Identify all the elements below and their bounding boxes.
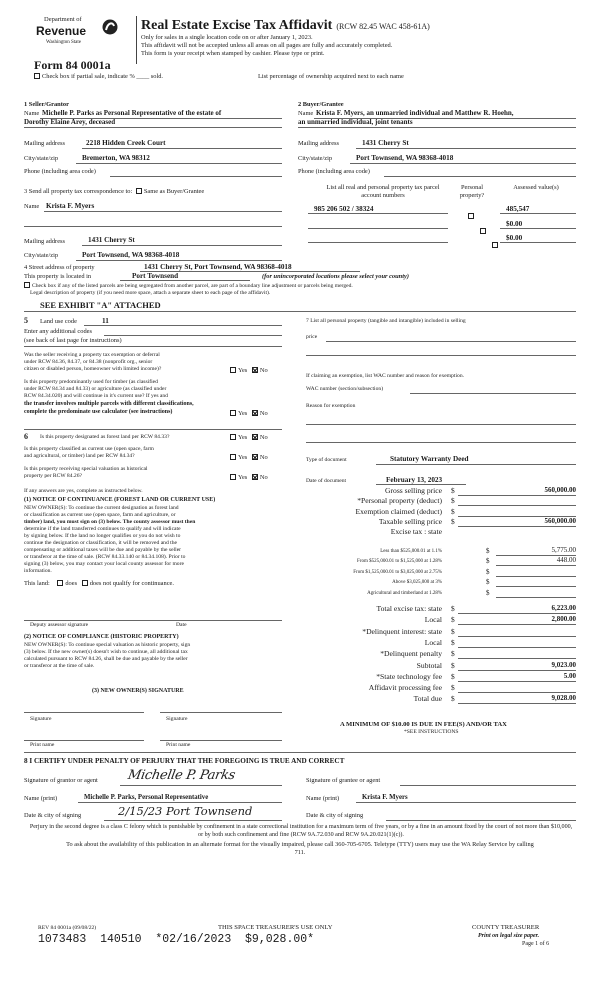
certify-heading: 8 I CERTIFY UNDER PENALTY OF PERJURY THAT THE FOREGOING IS TRUE AND CORRECT bbox=[24, 757, 345, 765]
segregated-label: Check box if any of the listed parcels are being segregated from another parcel, are part of a boundary line adjustment or parcels being merged. bbox=[32, 283, 353, 289]
header-note-3: This form is your receipt when stamped by cashier. Please type or print. bbox=[141, 50, 325, 57]
form-number: Form 84 0001a bbox=[34, 58, 111, 72]
total-row-label: *Delinquent penalty bbox=[380, 649, 442, 659]
form-title bbox=[141, 16, 430, 34]
doc-type-label: Type of document bbox=[306, 457, 347, 463]
yes-label: Yes bbox=[238, 474, 248, 481]
same-as-buyer-label: Same as Buyer/Grantee bbox=[143, 188, 205, 195]
assessed-value-3[interactable]: $0.00 bbox=[506, 234, 523, 242]
notice1-title: (1) NOTICE OF CONTINUANCE (FOREST LAND OR CURRENT USE) bbox=[24, 497, 216, 503]
notice1-line: NEW OWNER(S): To continue the current designation as forest land bbox=[24, 505, 179, 511]
section3-name-value[interactable]: Krista F. Myers bbox=[46, 202, 95, 210]
new-owner-signature-title: (3) NEW OWNER(S) SIGNATURE bbox=[92, 688, 184, 694]
total-row-label: Total excise tax: state bbox=[376, 604, 442, 613]
q1-yes-checkbox[interactable] bbox=[230, 367, 236, 373]
owner-print-name-2: Print name bbox=[166, 742, 191, 748]
logo-state-line: Washington State bbox=[46, 40, 82, 45]
perjury-notice: Perjury in the second degree is a class C felony which is punishable by confinement in a state correctional institution for a maximum term of five years, or by a fine in an amount fixed by the court of not more than $10,000, or by both such confinement and fine (RCW 9A.72.030 and RCW 9A.20.021(1)(c)). bbox=[29, 824, 573, 838]
q2-yes-checkbox[interactable] bbox=[230, 410, 236, 416]
s6-q1-no-checkbox[interactable] bbox=[252, 434, 258, 440]
q1-yes-no bbox=[230, 367, 268, 375]
total-row-amount[interactable]: 6,223.00 bbox=[551, 604, 576, 612]
deputy-signature-label: Deputy assessor signature bbox=[30, 622, 89, 628]
seller-phone-label: Phone (including area code) bbox=[24, 168, 96, 175]
wac-label: WAC number (section/subsection) bbox=[306, 386, 384, 392]
does-not-label: does not qualify for continuance. bbox=[89, 580, 174, 587]
parcels-col2-header: Personal property? bbox=[459, 184, 485, 199]
see-back-label: (see back of last page for instructions) bbox=[24, 337, 122, 344]
notice2-line: calculated pursuant to RCW 84.26, shall be due and payable by the seller bbox=[24, 656, 188, 662]
grantor-date-label: Date & city of signing bbox=[24, 812, 82, 819]
header-note-1: Only for sales in a single location code on or after January 1, 2023. bbox=[141, 34, 313, 41]
bracket-amount[interactable]: 5,775.00 bbox=[551, 546, 576, 554]
buyer-mailing-value[interactable]: 1431 Cherry St bbox=[362, 139, 409, 147]
section3-name-label: Name bbox=[24, 203, 40, 210]
dollar-sign: $ bbox=[451, 649, 455, 659]
yes-label: Yes bbox=[238, 434, 248, 441]
notice1-line: continue the designation or classification, it will be removed and the bbox=[24, 540, 178, 546]
seller-name-label: Name bbox=[24, 110, 40, 117]
dollar-sign: $ bbox=[451, 506, 455, 516]
seller-name-line-2[interactable]: Dorothy Elaine Arey, deceased bbox=[24, 118, 116, 126]
q2-yes-no bbox=[230, 410, 268, 418]
personal-property-checkbox-2[interactable] bbox=[480, 228, 486, 234]
total-row-amount[interactable]: 5.00 bbox=[563, 671, 576, 680]
if-yes-note: If any answers are yes, complete as instructed below. bbox=[24, 488, 143, 494]
dollar-sign: $ bbox=[451, 496, 455, 506]
s6-q3-no-checkbox[interactable] bbox=[252, 474, 258, 480]
grantor-name-value[interactable]: Michelle P. Parks, Personal Representative bbox=[84, 794, 209, 801]
revision-label: REV 84 0001a (09/08/22) bbox=[38, 925, 97, 931]
section6-number: 6 bbox=[24, 432, 28, 441]
buyer-mailing-label: Mailing address bbox=[298, 140, 339, 147]
dollar-sign: $ bbox=[451, 486, 455, 495]
deputy-date-label: Date bbox=[176, 622, 187, 628]
s7-text-line1: 7 List all personal property (tangible and intangible) included in selling bbox=[306, 318, 466, 324]
total-row-label: *Delinquent interest: state bbox=[362, 626, 442, 636]
exemption-claim-label: If claiming an exemption, list WAC number and reason for exemption. bbox=[306, 373, 465, 379]
section3-city-label: City/state/zip bbox=[24, 252, 59, 259]
dollar-sign: $ bbox=[486, 588, 490, 597]
yes-label: Yes bbox=[238, 410, 248, 417]
bracket-amount[interactable]: 448.00 bbox=[556, 556, 576, 565]
total-row-label: Total due bbox=[413, 694, 442, 704]
grantee-signature-label: Signature of grantee or agent bbox=[306, 777, 381, 784]
segregated-checkbox[interactable] bbox=[24, 282, 30, 288]
grantor-signature-label: Signature of grantor or agent bbox=[24, 777, 98, 784]
page-number: Page 1 of 6 bbox=[522, 941, 550, 947]
seller-city-label: City/state/zip bbox=[24, 155, 59, 162]
dollar-sign: $ bbox=[451, 694, 455, 704]
county-treasurer-label: COUNTY TREASURER bbox=[472, 924, 540, 931]
s6-q1: Is this property designated as forest land per RCW 84.33? bbox=[40, 434, 170, 440]
legal-paper-note: Print on legal size paper. bbox=[478, 933, 540, 939]
s6-q2-line1: Is this property classified as current use (open space, farm bbox=[24, 446, 154, 452]
notice1-line: timber) land, you must sign on (3) below. The county assessor must then bbox=[24, 519, 196, 525]
owner-print-name-1: Print name bbox=[30, 742, 55, 748]
tax-row-label: Gross selling price bbox=[385, 486, 442, 495]
exhibit-text: SEE EXHIBIT "A" ATTACHED bbox=[40, 300, 161, 310]
bracket-label: Above $3,025,000 at 3% bbox=[392, 580, 442, 586]
s6-q3-yes-no bbox=[230, 474, 268, 482]
tax-row-amount[interactable]: 560,000.00 bbox=[544, 516, 576, 525]
s6-q2-yes-no bbox=[230, 454, 268, 462]
title-cite: (RCW 82.45 WAC 458-61A) bbox=[336, 22, 430, 31]
q2-line2: under RCW 84.34 and 84.33) or agriculture (as classified under bbox=[24, 386, 167, 392]
tax-row-label: Taxable selling price bbox=[378, 516, 442, 526]
buyer-phone-label: Phone (including area code) bbox=[298, 168, 370, 175]
dollar-sign: $ bbox=[451, 626, 455, 636]
s6-q2-line2: and agricultural, or timber) land per RCW 84.34? bbox=[24, 453, 135, 459]
notice1-text bbox=[24, 505, 282, 575]
land-use-value[interactable]: 11 bbox=[102, 317, 109, 325]
minimum-due-note: A MINIMUM OF $10.00 IS DUE IN FEE(S) AND/OR TAX bbox=[340, 721, 507, 728]
grantor-date-value[interactable]: 2/15/23 Port Townsend bbox=[118, 804, 253, 818]
dollar-sign: $ bbox=[486, 578, 490, 587]
s6-q1-yes-checkbox[interactable] bbox=[230, 434, 236, 440]
notice2-line: or transferor at the time of sale. bbox=[24, 663, 95, 669]
revenue-logo bbox=[30, 14, 130, 54]
q2-no-checkbox[interactable] bbox=[252, 410, 258, 416]
buyer-name-label: Name bbox=[298, 110, 314, 117]
s7-text-line2: price bbox=[306, 334, 318, 340]
dollar-sign: $ bbox=[486, 567, 490, 576]
seller-city-value[interactable]: Bremerton, WA 98312 bbox=[82, 154, 150, 162]
ownership-note: List percentage of ownership acquired next to each name bbox=[258, 73, 404, 80]
q1-no-checkbox[interactable] bbox=[252, 367, 258, 373]
s6-q3-line2: property per RCW 84.26? bbox=[24, 473, 82, 479]
notice1-line: or transferor at the time of sale. (RCW 84.33.140 or 84.34.108). Prior to bbox=[24, 554, 186, 560]
section3-mailing-value[interactable]: 1431 Cherry St bbox=[88, 236, 135, 244]
tax-row-label: Exemption claimed (deduct) bbox=[355, 506, 442, 516]
s6-q2-no-checkbox[interactable] bbox=[252, 454, 258, 460]
this-land-label: This land: bbox=[24, 580, 50, 587]
total-row-label: Affidavit processing fee bbox=[368, 683, 442, 693]
s6-q3-line1: Is this property receiving special valuation as historical bbox=[24, 466, 148, 472]
seller-mailing-label: Mailing address bbox=[24, 140, 65, 147]
s6-q3-yes-checkbox[interactable] bbox=[230, 474, 236, 480]
total-row-label: Local bbox=[424, 615, 442, 625]
dollar-sign: $ bbox=[451, 615, 455, 625]
notice1-line: or classification as current use (open space, farm and agriculture, or bbox=[24, 512, 176, 518]
treasurer-space-label: THIS SPACE TREASURER'S USE ONLY bbox=[218, 924, 333, 931]
no-label: No bbox=[259, 474, 268, 481]
bracket-label: Agricultural and timberland at 1.28% bbox=[367, 590, 442, 596]
personal-property-checkbox-3[interactable] bbox=[492, 242, 498, 248]
checkbox-icon bbox=[34, 73, 40, 79]
alternate-format-notice: To ask about the availability of this publication in an alternate format for the visually impaired, please call 360-705-6705. Teletype (TTY) users may use the WA Relay Service by calling 711. bbox=[66, 841, 534, 857]
header-note-2: This affidavit will not be accepted unless all areas on all pages are fully and accurately completed. bbox=[141, 42, 393, 49]
does-not-checkbox[interactable] bbox=[82, 580, 88, 586]
buyer-name-line-2[interactable]: an unmarried individual, joint tenants bbox=[298, 118, 413, 126]
section3-city-value[interactable]: Port Townsend, WA 98368-4018 bbox=[82, 251, 180, 259]
notice2-line: NEW OWNER(S): To continue special valuation as historic property, sign bbox=[24, 642, 191, 648]
parcels-col3-header: Assessed value(s) bbox=[513, 184, 559, 191]
same-as-buyer-checkbox[interactable] bbox=[136, 188, 142, 194]
partial-sale-checkbox[interactable] bbox=[34, 73, 163, 81]
notice1-line: information. bbox=[24, 568, 52, 574]
total-row-amount[interactable]: 9,028.00 bbox=[551, 694, 576, 703]
revenue-logo-icon bbox=[102, 19, 118, 35]
logo-dept-line: Department of bbox=[44, 16, 82, 23]
yes-label: Yes bbox=[238, 454, 248, 461]
buyer-city-value[interactable]: Port Townsend, WA 98368-4018 bbox=[356, 154, 454, 162]
reason-label: Reason for exemption bbox=[306, 403, 356, 409]
street-value[interactable]: 1431 Cherry St, Port Townsend, WA 98368-4018 bbox=[144, 263, 292, 271]
notice2-title: (2) NOTICE OF COMPLIANCE (HISTORIC PROPERTY) bbox=[24, 634, 179, 640]
additional-codes-label: Enter any additional codes bbox=[24, 328, 92, 335]
doc-type-value[interactable]: Statutory Warranty Deed bbox=[390, 455, 469, 463]
parcel-number-1[interactable]: 985 206 502 / 38324 bbox=[314, 205, 374, 213]
q2-line1: Is this property predominantly used for timber (as classified bbox=[24, 379, 158, 385]
legal-description-label: Legal description of property (if you need more space, attach a separate sheet to each page of the affidavit). bbox=[30, 290, 271, 296]
doc-date-label: Date of document bbox=[306, 478, 347, 484]
dollar-sign: $ bbox=[451, 671, 455, 681]
s6-q1-yes-no bbox=[230, 434, 268, 442]
total-row-label: Local bbox=[424, 637, 442, 647]
dollar-sign: $ bbox=[486, 547, 490, 555]
yes-label: Yes bbox=[238, 367, 248, 374]
dollar-sign: $ bbox=[451, 660, 455, 670]
seller-name-line-1[interactable]: Michelle P. Parks as Personal Representative of the estate of bbox=[42, 109, 222, 117]
q1-line1: Was the seller receiving a property tax exemption or deferral bbox=[24, 352, 160, 358]
dollar-sign: $ bbox=[451, 683, 455, 693]
land-use-label: Land use code bbox=[40, 318, 77, 325]
located-label: This property is located in bbox=[24, 273, 92, 280]
buyer-city-label: City/state/zip bbox=[298, 155, 333, 162]
title-text: Real Estate Excise Tax Affidavit bbox=[141, 18, 333, 33]
assessed-value-2[interactable]: $0.00 bbox=[506, 220, 523, 228]
personal-property-checkbox-1[interactable] bbox=[468, 213, 474, 219]
no-label: No bbox=[259, 434, 268, 441]
grantee-name-label: Name (print) bbox=[306, 795, 340, 802]
section3-mailing-label: Mailing address bbox=[24, 238, 65, 245]
seller-heading: 1 Seller/Grantor bbox=[24, 101, 69, 108]
total-row-amount[interactable]: 2,800.00 bbox=[551, 615, 576, 624]
owner-signature-label-1: Signature bbox=[30, 716, 52, 722]
dollar-sign: $ bbox=[486, 557, 490, 566]
no-label: No bbox=[259, 410, 268, 417]
logo-revenue-text: Revenue bbox=[36, 24, 87, 38]
total-row-label: *State technology fee bbox=[376, 671, 442, 681]
tax-row-label: Excise tax : state bbox=[390, 527, 442, 537]
section5-number: 5 bbox=[24, 316, 28, 325]
section3-heading: 3 Send all property tax correspondence to: bbox=[24, 188, 133, 195]
unincorporated-note: (for unincorporated locations please select your county) bbox=[262, 273, 409, 280]
buyer-heading: 2 Buyer/Grantee bbox=[298, 101, 344, 108]
located-value[interactable]: Port Townsend bbox=[132, 272, 179, 280]
notice1-line: determine if the land transferred continues to qualify and will indicate bbox=[24, 526, 181, 532]
tax-row-label: *Personal property (deduct) bbox=[357, 496, 442, 506]
dollar-sign: $ bbox=[451, 604, 455, 613]
does-label: does bbox=[65, 580, 78, 587]
cashier-stamp: 1073483 140510 *02/16/2023 $9,028.00* bbox=[38, 933, 315, 946]
this-land-row bbox=[24, 580, 174, 588]
q2-line5: complete the predominate use calculator (see instructions) bbox=[24, 409, 173, 415]
parcels-col1-header: List all real and personal property tax parcel account numbers bbox=[326, 184, 440, 199]
doc-date-value[interactable]: February 13, 2023 bbox=[386, 476, 443, 484]
owner-signature-label-2: Signature bbox=[166, 716, 188, 722]
grantor-name-label: Name (print) bbox=[24, 795, 58, 802]
dollar-sign: $ bbox=[451, 637, 455, 647]
no-label: No bbox=[259, 454, 268, 461]
notice1-line: signing (3) below, you may contact your local county assessor for more bbox=[24, 561, 184, 567]
grantee-date-label: Date & city of signing bbox=[306, 812, 364, 819]
grantor-signature: Michelle P. Parks bbox=[126, 768, 237, 783]
notice1-line: compensating or additional taxes will be due and payable by the seller bbox=[24, 547, 182, 553]
dollar-sign: $ bbox=[451, 516, 455, 526]
segregated-row bbox=[24, 282, 353, 290]
q1-line2: under RCW 84.36, 84.37, or 84.38 (nonprofit org., senior bbox=[24, 359, 153, 365]
bracket-label: From $525,000.01 to $1,525,000 at 1.28% bbox=[357, 559, 442, 565]
see-instructions: *SEE INSTRUCTIONS bbox=[404, 729, 459, 735]
s6-q2-yes-checkbox[interactable] bbox=[230, 454, 236, 460]
bracket-label: Less than $525,000.01 at 1.1% bbox=[380, 549, 442, 554]
q2-line4: the transfer involves multiple parcels with different classifications, bbox=[24, 401, 194, 407]
tax-row-amount[interactable]: 560,000.00 bbox=[544, 486, 576, 494]
notice2-text bbox=[24, 642, 190, 670]
street-label: 4 Street address of property bbox=[24, 264, 95, 271]
bracket-label: From $1,525,000.01 to $3,025,000 at 2.75% bbox=[353, 569, 442, 575]
partial-sale-label: Check box if partial sale, indicate % ____ sold. bbox=[42, 73, 164, 80]
total-row-label: Subtotal bbox=[416, 660, 442, 670]
no-label: No bbox=[259, 367, 268, 374]
does-checkbox[interactable] bbox=[57, 580, 63, 586]
buyer-name-line-1[interactable]: Krista F. Myers, an unmarried individual and Matthew R. Hoehn, bbox=[316, 109, 514, 117]
assessed-value-1[interactable]: 485,547 bbox=[506, 205, 530, 213]
q2-line3: RCW 84.34.020) and will continue in it's current use? If yes and bbox=[24, 393, 168, 399]
notice2-line: (3) below. If the new owner(s) doesn't wish to continue, all additional tax bbox=[24, 649, 188, 655]
q1-line3: citizen or disabled person, homeowner with limited income)? bbox=[24, 366, 162, 372]
section3-row bbox=[24, 188, 204, 196]
total-row-amount[interactable]: 9,023.00 bbox=[551, 660, 576, 669]
grantee-name-value[interactable]: Krista F. Myers bbox=[362, 794, 408, 801]
seller-mailing-value[interactable]: 2218 Hidden Creek Court bbox=[86, 139, 166, 147]
notice1-line: by signing below. If the land no longer qualifies or you do not wish to bbox=[24, 533, 181, 539]
